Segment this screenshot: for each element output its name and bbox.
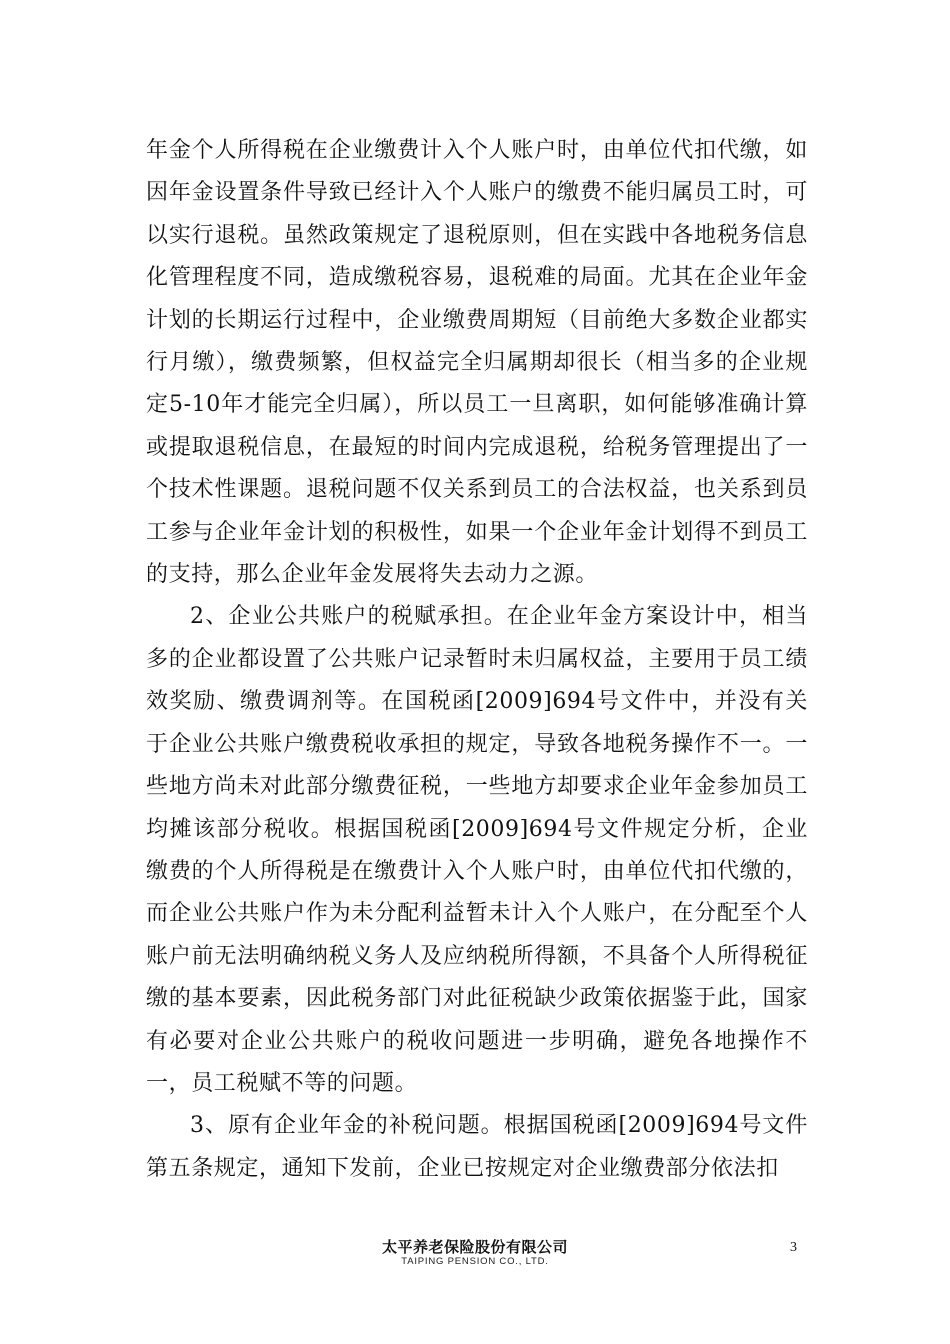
paragraph-3: 3、原有企业年金的补税问题。根据国税函[2009]694号文件第五条规定，通知下发前，企业已按规定对企业缴费部分依法扣	[146, 1113, 808, 1181]
body-text	[146, 130, 808, 1190]
paragraph-1: 年金个人所得税在企业缴费计入个人账户时，由单位代扣代缴，如因年金设置条件导致已经计入个人账户的缴费不能归属员工时，可以实行退税。虽然政策规定了退税原则，但在实践中各地税务信息化管理程度不同，造成缴税容易，退税难的局面。尤其在企业年金计划的长期运行过程中，企业缴费周期短（目前绝大多数企业都实行月缴），缴费频繁，但权益完全归属期却很长（相当多的企业规定5-10年才能完全归属），所以员工一旦离职，如何能够准确计算或提取退税信息，在最短的时间内完成退税，给税务管理提出了一个技术性课题。退税问题不仅关系到员工的合法权益，也关系到员工参与企业年金计划的积极性，如果一个企业年金计划得不到员工的支持，那么企业年金发展将失去动力之源。	[146, 138, 808, 588]
company-name-english: TAIPING PENSION CO., LTD.	[401, 1256, 549, 1267]
company-name-chinese: 太平养老保险股份有限公司	[381, 1238, 568, 1256]
paragraph-2: 2、企业公共账户的税赋承担。在企业年金方案设计中，相当多的企业都设置了公共账户记录暂时未归属权益，主要用于员工绩效奖励、缴费调剂等。在国税函[2009]694号文件中，并没有关于企业公共账户缴费税收承担的规定，导致各地税务操作不一。一些地方尚未对此部分缴费征税，一些地方却要求企业年金参加员工均摊该部分税收。根据国税函[2009]694号文件规定分析，企业缴费的个人所得税是在缴费计入个人账户时，由单位代扣代缴的，而企业公共账户作为未分配利益暂未计入个人账户，在分配至个人账户前无法明确纳税义务人及应纳税所得额，不具备个人所得税征缴的基本要素，因此税务部门对此征税缺少政策依据鉴于此，国家有必要对企业公共账户的税收问题进一步明确，避免各地操作不一，员工税赋不等的问题。	[146, 604, 808, 1096]
page-number: 3	[790, 1240, 797, 1255]
page-footer	[0, 1232, 950, 1272]
